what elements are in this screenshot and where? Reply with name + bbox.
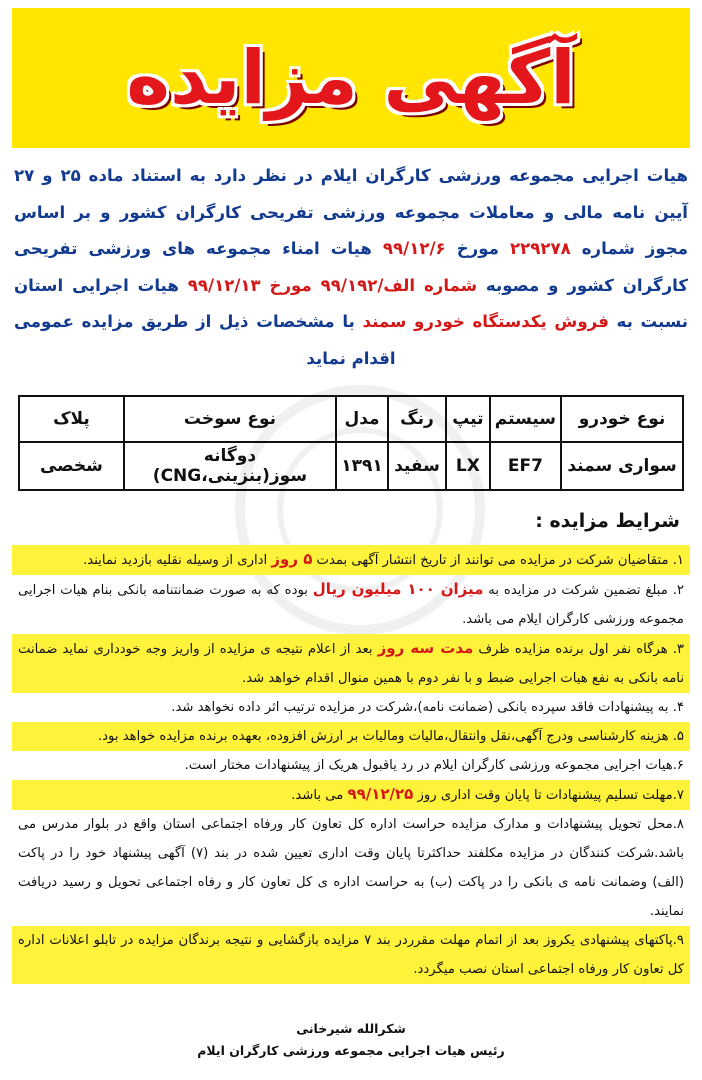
cell-vehicle-type: سواری سمند	[561, 442, 683, 490]
title-banner	[12, 8, 690, 148]
signature-block	[0, 1018, 702, 1062]
permit-date: ۹۹/۱۲/۶	[382, 239, 446, 258]
permit-number: ۲۲۹۲۷۸	[509, 239, 571, 258]
condition-2-text-end: بوده که به صورت ضمانتنامه بانکی بنام هیات اجرایی مجموعه ورزشی کارگران ایلام می باشد.	[18, 583, 684, 627]
intro-text-3: هیات امناء مجموعه های ورزشی تفریحی کارگران کشور و مصوبه	[14, 239, 689, 295]
intro-text-5: با مشخصات ذیل از طریق مزایده عمومی اقدام نماید	[14, 312, 396, 368]
condition-7	[12, 780, 690, 810]
cell-fuel: دوگانه سوز(بنزینی،CNG)	[124, 442, 336, 490]
cell-model: ۱۳۹۱	[336, 442, 388, 490]
condition-2-text: ۲. مبلغ تضمین شرکت در مزایده به	[483, 583, 684, 598]
table-header-row	[19, 396, 683, 442]
header-trim: تیپ	[446, 396, 490, 442]
header-vehicle-type: نوع خودرو	[561, 396, 683, 442]
table-row	[19, 442, 683, 490]
visit-days: ۵ روز	[271, 550, 313, 568]
signer-name: شکرالله شیرخانی	[296, 1021, 406, 1036]
condition-8: ۸.محل تحویل پیشنهادات و مدارک مزایده حراست اداره کل تعاون کار ورفاه اجتماعی استان واقع در بلوار مدرس می باشد.شرکت کنندگان در مزایده مکلفند حداکثرتا پایان وقت اداری تعیین شده در بند (۷) آگهی پیشنهاد خود را در پاکت (الف) وضمانت نامه ی بانکی را در پاکت (ب) به حراست اداره ی کل تعاون کار و رفاه اجتماعی تحویل و رسید دریافت نمایند.	[18, 817, 684, 919]
payment-deadline: مدت سه روز	[377, 639, 474, 657]
sale-subject: فروش یکدستگاه خودرو سمند	[362, 312, 609, 331]
header-fuel: نوع سوخت	[124, 396, 336, 442]
vehicle-spec-table	[18, 395, 684, 491]
condition-1	[12, 545, 690, 575]
page-title: آگهی مزایده	[126, 35, 576, 121]
condition-1-text: ۱. متقاضیان شرکت در مزایده می توانند از تاریخ انتشار آگهی بمدت	[312, 553, 684, 568]
condition-7-text-end: می باشد.	[291, 788, 348, 803]
submission-deadline: ۹۹/۱۲/۲۵	[347, 785, 414, 803]
header-plate: پلاک	[19, 396, 124, 442]
resolution-number: شماره الف/۹۹/۱۹۲ مورخ ۹۹/۱۲/۱۳	[187, 275, 478, 295]
condition-9: ۹.پاکتهای پیشنهادی یکروز بعد از اتمام مهلت مقرردر بند ۷ مزایده بازگشایی و نتیجه برندگان مزایده در تابلو اعلانات اداره کل تعاون کار ورفاه اجتماعی استان نصب میگردد.	[12, 926, 690, 984]
deposit-amount: میزان ۱۰۰ میلیون ریال	[312, 580, 484, 598]
cell-plate: شخصی	[19, 442, 124, 490]
condition-4: ۴. به پیشنهادات فاقد سپرده بانکی (ضمانت نامه)،شرکت در مزایده ترتیب اثر داده نخواهد شد.	[171, 700, 684, 715]
intro-paragraph	[14, 158, 688, 377]
condition-7-text: ۷.مهلت تسلیم پیشنهادات تا پایان وقت اداری روز	[413, 788, 684, 803]
conditions-list	[12, 545, 690, 984]
signer-title: رئیس هیات اجرایی مجموعه ورزشی کارگران ایلام	[197, 1043, 505, 1058]
conditions-heading: شرایط مزایده :	[535, 510, 680, 532]
intro-text-4: هیات اجرایی استان نسبت به	[14, 275, 688, 331]
header-model: مدل	[336, 396, 388, 442]
condition-1-text-end: اداری از وسیله نقلیه بازدید نمایند.	[83, 553, 272, 568]
cell-color: سفید	[388, 442, 446, 490]
condition-6: ۶.هیات اجرایی مجموعه ورزشی کارگران ایلام در رد یاقبول هریک از پیشنهادات مختار است.	[184, 758, 684, 773]
condition-5: ۵. هزینه کارشناسی ودرج آگهی،نقل وانتقال،مالیات ومالیات بر ارزش افزوده، بعهده برنده مزایده خواهد بود.	[12, 722, 690, 751]
header-system: سیستم	[490, 396, 561, 442]
condition-3	[12, 634, 690, 693]
condition-2	[12, 575, 690, 634]
intro-text-1: هیات اجرایی مجموعه ورزشی کارگران ایلام در نظر دارد به استناد ماده ۲۵ و ۲۷ آیین نامه مالی و معاملات مجموعه ورزشی تفریحی کارگران کشور و بر اساس مجوز شماره	[14, 166, 688, 258]
header-color: رنگ	[388, 396, 446, 442]
condition-3-text-end: بعد از اعلام نتیجه ی مزایده از واریز وجه خودداری نماید ضمانت نامه بانکی به نفع هیات اجرایی ضبط و با نفر دوم با همین منوال اقدام خواهد شد.	[18, 642, 684, 686]
condition-3-text: ۳. هرگاه نفر اول برنده مزایده ظرف	[473, 642, 685, 657]
cell-system: EF7	[490, 442, 561, 490]
cell-trim: LX	[446, 442, 490, 490]
intro-text-2: مورخ	[445, 239, 510, 258]
